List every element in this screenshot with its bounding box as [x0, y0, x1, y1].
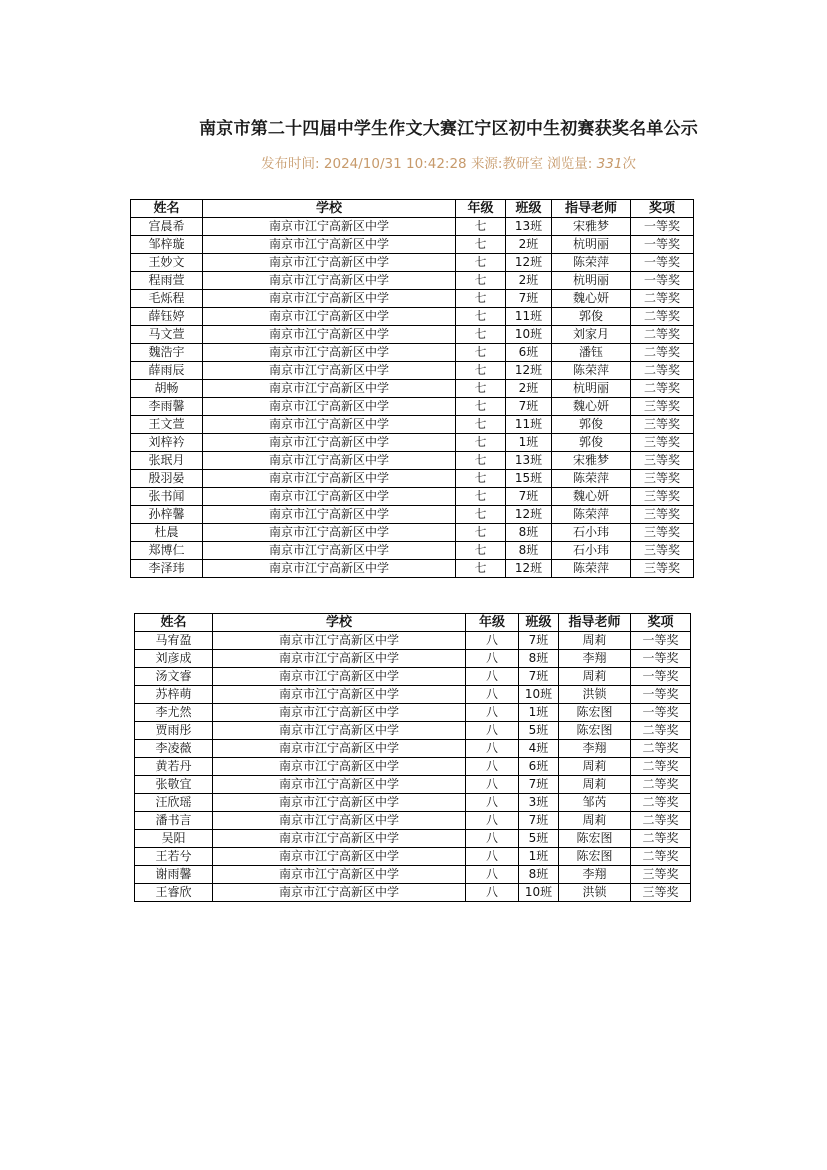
header-class: 班级 — [519, 614, 559, 632]
cell-school: 南京市江宁高新区中学 — [213, 884, 466, 902]
cell-school: 南京市江宁高新区中学 — [213, 830, 466, 848]
table-row — [131, 344, 694, 362]
cell-award: 三等奖 — [631, 434, 694, 452]
cell-teacher: 洪锁 — [559, 686, 631, 704]
cell-class: 10班 — [519, 686, 559, 704]
cell-teacher: 宋雅梦 — [552, 218, 631, 236]
cell-award: 一等奖 — [631, 650, 691, 668]
table-row — [131, 362, 694, 380]
cell-name: 谢雨馨 — [135, 866, 213, 884]
grade7-award-table — [130, 199, 694, 578]
cell-school: 南京市江宁高新区中学 — [213, 632, 466, 650]
cell-class: 2班 — [506, 380, 552, 398]
cell-award: 二等奖 — [631, 326, 694, 344]
table-row — [131, 488, 694, 506]
cell-school: 南京市江宁高新区中学 — [203, 254, 456, 272]
cell-school: 南京市江宁高新区中学 — [203, 236, 456, 254]
cell-name: 马文萱 — [131, 326, 203, 344]
cell-school: 南京市江宁高新区中学 — [203, 272, 456, 290]
table-row — [135, 866, 691, 884]
cell-grade: 七 — [456, 290, 506, 308]
cell-name: 张书闻 — [131, 488, 203, 506]
cell-name: 张敬宜 — [135, 776, 213, 794]
header-award: 奖项 — [631, 200, 694, 218]
article-meta — [0, 152, 827, 172]
cell-name: 潘书言 — [135, 812, 213, 830]
cell-teacher: 陈宏图 — [559, 704, 631, 722]
cell-grade: 七 — [456, 524, 506, 542]
cell-name: 魏浩宇 — [131, 344, 203, 362]
cell-award: 二等奖 — [631, 830, 691, 848]
cell-grade: 八 — [466, 668, 519, 686]
cell-class: 11班 — [506, 308, 552, 326]
views-count: 331 — [596, 156, 623, 172]
cell-name: 贾雨彤 — [135, 722, 213, 740]
cell-name: 毛烁程 — [131, 290, 203, 308]
cell-teacher: 陈宏图 — [559, 722, 631, 740]
cell-grade: 七 — [456, 560, 506, 578]
cell-class: 7班 — [506, 488, 552, 506]
cell-teacher: 李翔 — [559, 866, 631, 884]
cell-class: 15班 — [506, 470, 552, 488]
cell-school: 南京市江宁高新区中学 — [213, 650, 466, 668]
cell-name: 李尤然 — [135, 704, 213, 722]
cell-award: 三等奖 — [631, 506, 694, 524]
cell-school: 南京市江宁高新区中学 — [203, 470, 456, 488]
cell-school: 南京市江宁高新区中学 — [213, 704, 466, 722]
table-row — [131, 470, 694, 488]
table-row — [131, 254, 694, 272]
cell-school: 南京市江宁高新区中学 — [203, 380, 456, 398]
cell-award: 二等奖 — [631, 290, 694, 308]
cell-class: 8班 — [519, 866, 559, 884]
table-row — [131, 560, 694, 578]
header-grade: 年级 — [466, 614, 519, 632]
cell-teacher: 杭明丽 — [552, 236, 631, 254]
grade8-award-table — [134, 613, 691, 902]
cell-award: 二等奖 — [631, 776, 691, 794]
cell-school: 南京市江宁高新区中学 — [213, 776, 466, 794]
table-row — [131, 452, 694, 470]
cell-school: 南京市江宁高新区中学 — [203, 398, 456, 416]
cell-school: 南京市江宁高新区中学 — [213, 722, 466, 740]
cell-class: 12班 — [506, 560, 552, 578]
cell-name: 殷羽晏 — [131, 470, 203, 488]
cell-class: 7班 — [506, 398, 552, 416]
cell-school: 南京市江宁高新区中学 — [213, 812, 466, 830]
table-row — [131, 524, 694, 542]
cell-school: 南京市江宁高新区中学 — [213, 686, 466, 704]
header-teacher: 指导老师 — [559, 614, 631, 632]
header-school: 学校 — [203, 200, 456, 218]
cell-teacher: 陈荣萍 — [552, 506, 631, 524]
cell-teacher: 李翔 — [559, 650, 631, 668]
table-row — [135, 848, 691, 866]
cell-teacher: 陈宏图 — [559, 830, 631, 848]
cell-teacher: 陈荣萍 — [552, 560, 631, 578]
cell-award: 三等奖 — [631, 452, 694, 470]
cell-teacher: 刘家月 — [552, 326, 631, 344]
cell-name: 刘彦成 — [135, 650, 213, 668]
page-title: 南京市第二十四届中学生作文大赛江宁区初中生初赛获奖名单公示 — [199, 119, 698, 139]
cell-school: 南京市江宁高新区中学 — [213, 866, 466, 884]
cell-teacher: 郭俊 — [552, 308, 631, 326]
cell-teacher: 杭明丽 — [552, 380, 631, 398]
cell-name: 汤文睿 — [135, 668, 213, 686]
cell-name: 胡畅 — [131, 380, 203, 398]
cell-class: 1班 — [519, 848, 559, 866]
cell-school: 南京市江宁高新区中学 — [203, 542, 456, 560]
cell-award: 二等奖 — [631, 722, 691, 740]
cell-award: 三等奖 — [631, 416, 694, 434]
views-unit: 次 — [622, 156, 636, 172]
cell-school: 南京市江宁高新区中学 — [203, 308, 456, 326]
cell-school: 南京市江宁高新区中学 — [203, 560, 456, 578]
header-class: 班级 — [506, 200, 552, 218]
table-row — [135, 830, 691, 848]
cell-grade: 七 — [456, 398, 506, 416]
cell-award: 三等奖 — [631, 866, 691, 884]
cell-class: 11班 — [506, 416, 552, 434]
table-header-row — [131, 200, 694, 218]
cell-teacher: 邹芮 — [559, 794, 631, 812]
cell-class: 5班 — [519, 722, 559, 740]
cell-teacher: 陈荣萍 — [552, 362, 631, 380]
cell-award: 二等奖 — [631, 794, 691, 812]
publish-label: 发布时间: — [261, 156, 320, 172]
header-teacher: 指导老师 — [552, 200, 631, 218]
cell-class: 7班 — [519, 776, 559, 794]
cell-name: 吴阳 — [135, 830, 213, 848]
table-row — [131, 218, 694, 236]
cell-award: 二等奖 — [631, 362, 694, 380]
cell-teacher: 石小玮 — [552, 524, 631, 542]
cell-teacher: 郭俊 — [552, 416, 631, 434]
cell-grade: 七 — [456, 488, 506, 506]
cell-school: 南京市江宁高新区中学 — [203, 452, 456, 470]
cell-school: 南京市江宁高新区中学 — [203, 290, 456, 308]
header-name: 姓名 — [131, 200, 203, 218]
cell-name: 孙梓馨 — [131, 506, 203, 524]
table-row — [131, 416, 694, 434]
cell-teacher: 宋雅梦 — [552, 452, 631, 470]
table-row — [135, 632, 691, 650]
source-value: 教研室 — [502, 156, 543, 172]
cell-name: 汪欣瑶 — [135, 794, 213, 812]
cell-grade: 八 — [466, 740, 519, 758]
cell-award: 一等奖 — [631, 668, 691, 686]
cell-award: 二等奖 — [631, 380, 694, 398]
cell-grade: 八 — [466, 866, 519, 884]
cell-grade: 七 — [456, 362, 506, 380]
cell-name: 杜晨 — [131, 524, 203, 542]
cell-name: 黄若丹 — [135, 758, 213, 776]
table-row — [135, 794, 691, 812]
cell-grade: 八 — [466, 686, 519, 704]
source-label: 来源: — [470, 156, 503, 172]
cell-name: 程雨萱 — [131, 272, 203, 290]
table-row — [131, 380, 694, 398]
cell-class: 12班 — [506, 254, 552, 272]
cell-award: 二等奖 — [631, 740, 691, 758]
cell-name: 王文萱 — [131, 416, 203, 434]
cell-grade: 七 — [456, 434, 506, 452]
cell-teacher: 周莉 — [559, 812, 631, 830]
cell-school: 南京市江宁高新区中学 — [203, 416, 456, 434]
cell-grade: 七 — [456, 506, 506, 524]
cell-grade: 八 — [466, 776, 519, 794]
cell-grade: 七 — [456, 326, 506, 344]
cell-award: 二等奖 — [631, 344, 694, 362]
cell-school: 南京市江宁高新区中学 — [203, 506, 456, 524]
table-row — [135, 722, 691, 740]
cell-class: 4班 — [519, 740, 559, 758]
cell-school: 南京市江宁高新区中学 — [203, 344, 456, 362]
cell-class: 6班 — [506, 344, 552, 362]
cell-class: 7班 — [519, 812, 559, 830]
cell-class: 12班 — [506, 362, 552, 380]
cell-class: 1班 — [519, 704, 559, 722]
cell-teacher: 洪锁 — [559, 884, 631, 902]
cell-teacher: 周莉 — [559, 758, 631, 776]
cell-class: 10班 — [506, 326, 552, 344]
cell-teacher: 杭明丽 — [552, 272, 631, 290]
cell-class: 13班 — [506, 218, 552, 236]
cell-grade: 七 — [456, 470, 506, 488]
table-row — [135, 812, 691, 830]
cell-award: 一等奖 — [631, 632, 691, 650]
table-row — [135, 740, 691, 758]
cell-class: 3班 — [519, 794, 559, 812]
table-row — [131, 290, 694, 308]
cell-award: 二等奖 — [631, 848, 691, 866]
cell-class: 12班 — [506, 506, 552, 524]
table-row — [131, 542, 694, 560]
cell-teacher: 郭俊 — [552, 434, 631, 452]
cell-award: 三等奖 — [631, 398, 694, 416]
cell-award: 三等奖 — [631, 470, 694, 488]
cell-name: 李泽玮 — [131, 560, 203, 578]
cell-school: 南京市江宁高新区中学 — [203, 488, 456, 506]
grade8-table-body — [135, 632, 691, 902]
cell-name: 苏梓萌 — [135, 686, 213, 704]
header-name: 姓名 — [135, 614, 213, 632]
cell-name: 郑博仁 — [131, 542, 203, 560]
cell-school: 南京市江宁高新区中学 — [213, 740, 466, 758]
table-header-row — [135, 614, 691, 632]
cell-teacher: 魏心妍 — [552, 488, 631, 506]
cell-school: 南京市江宁高新区中学 — [213, 668, 466, 686]
cell-grade: 八 — [466, 884, 519, 902]
cell-teacher: 陈荣萍 — [552, 254, 631, 272]
table-row — [131, 272, 694, 290]
cell-teacher: 陈宏图 — [559, 848, 631, 866]
cell-name: 王若兮 — [135, 848, 213, 866]
cell-award: 一等奖 — [631, 236, 694, 254]
cell-grade: 八 — [466, 632, 519, 650]
cell-award: 二等奖 — [631, 308, 694, 326]
cell-award: 一等奖 — [631, 254, 694, 272]
cell-grade: 七 — [456, 218, 506, 236]
table-row — [135, 884, 691, 902]
cell-grade: 八 — [466, 758, 519, 776]
table-row — [135, 704, 691, 722]
cell-grade: 八 — [466, 704, 519, 722]
cell-school: 南京市江宁高新区中学 — [203, 524, 456, 542]
cell-teacher: 周莉 — [559, 632, 631, 650]
cell-school: 南京市江宁高新区中学 — [203, 434, 456, 452]
cell-name: 薛雨辰 — [131, 362, 203, 380]
cell-grade: 七 — [456, 416, 506, 434]
cell-teacher: 魏心妍 — [552, 398, 631, 416]
cell-name: 王睿欣 — [135, 884, 213, 902]
cell-class: 2班 — [506, 272, 552, 290]
cell-teacher: 潘钰 — [552, 344, 631, 362]
cell-award: 三等奖 — [631, 488, 694, 506]
grade7-table-body — [131, 218, 694, 578]
cell-grade: 八 — [466, 812, 519, 830]
cell-school: 南京市江宁高新区中学 — [203, 326, 456, 344]
cell-grade: 七 — [456, 236, 506, 254]
table-row — [131, 398, 694, 416]
cell-name: 邹梓璇 — [131, 236, 203, 254]
cell-award: 三等奖 — [631, 884, 691, 902]
cell-grade: 七 — [456, 308, 506, 326]
cell-teacher: 魏心妍 — [552, 290, 631, 308]
cell-name: 张珉月 — [131, 452, 203, 470]
cell-class: 8班 — [506, 524, 552, 542]
table-row — [135, 758, 691, 776]
cell-grade: 七 — [456, 272, 506, 290]
cell-school: 南京市江宁高新区中学 — [213, 794, 466, 812]
cell-award: 二等奖 — [631, 812, 691, 830]
cell-grade: 八 — [466, 830, 519, 848]
header-award: 奖项 — [631, 614, 691, 632]
cell-class: 7班 — [519, 632, 559, 650]
cell-teacher: 石小玮 — [552, 542, 631, 560]
cell-grade: 八 — [466, 794, 519, 812]
header-grade: 年级 — [456, 200, 506, 218]
table-row — [131, 506, 694, 524]
cell-name: 王妙文 — [131, 254, 203, 272]
cell-school: 南京市江宁高新区中学 — [213, 758, 466, 776]
cell-class: 8班 — [519, 650, 559, 668]
cell-name: 薛钰婷 — [131, 308, 203, 326]
table-row — [135, 686, 691, 704]
cell-award: 一等奖 — [631, 272, 694, 290]
cell-class: 5班 — [519, 830, 559, 848]
table-row — [135, 650, 691, 668]
cell-teacher: 周莉 — [559, 776, 631, 794]
cell-class: 2班 — [506, 236, 552, 254]
cell-award: 一等奖 — [631, 218, 694, 236]
cell-class: 6班 — [519, 758, 559, 776]
cell-grade: 八 — [466, 848, 519, 866]
cell-school: 南京市江宁高新区中学 — [213, 848, 466, 866]
cell-award: 三等奖 — [631, 542, 694, 560]
cell-grade: 八 — [466, 722, 519, 740]
cell-grade: 七 — [456, 254, 506, 272]
table-row — [131, 308, 694, 326]
cell-class: 1班 — [506, 434, 552, 452]
cell-teacher: 陈荣萍 — [552, 470, 631, 488]
cell-class: 10班 — [519, 884, 559, 902]
table-row — [135, 776, 691, 794]
cell-class: 13班 — [506, 452, 552, 470]
cell-grade: 八 — [466, 650, 519, 668]
cell-award: 二等奖 — [631, 758, 691, 776]
cell-teacher: 李翔 — [559, 740, 631, 758]
cell-name: 宫晨希 — [131, 218, 203, 236]
cell-name: 马宥盈 — [135, 632, 213, 650]
cell-award: 一等奖 — [631, 704, 691, 722]
table-row — [135, 668, 691, 686]
cell-school: 南京市江宁高新区中学 — [203, 362, 456, 380]
cell-grade: 七 — [456, 542, 506, 560]
header-school: 学校 — [213, 614, 466, 632]
cell-name: 李凌薇 — [135, 740, 213, 758]
cell-teacher: 周莉 — [559, 668, 631, 686]
cell-class: 7班 — [519, 668, 559, 686]
cell-award: 三等奖 — [631, 524, 694, 542]
cell-grade: 七 — [456, 452, 506, 470]
cell-class: 7班 — [506, 290, 552, 308]
publish-time: 2024/10/31 10:42:28 — [323, 156, 467, 172]
table-row — [131, 236, 694, 254]
table-row — [131, 434, 694, 452]
cell-class: 8班 — [506, 542, 552, 560]
cell-grade: 七 — [456, 344, 506, 362]
cell-award: 一等奖 — [631, 686, 691, 704]
cell-name: 刘梓衿 — [131, 434, 203, 452]
views-label: 浏览量: — [547, 156, 593, 172]
table-row — [131, 326, 694, 344]
cell-award: 三等奖 — [631, 560, 694, 578]
cell-school: 南京市江宁高新区中学 — [203, 218, 456, 236]
cell-grade: 七 — [456, 380, 506, 398]
cell-name: 李雨馨 — [131, 398, 203, 416]
